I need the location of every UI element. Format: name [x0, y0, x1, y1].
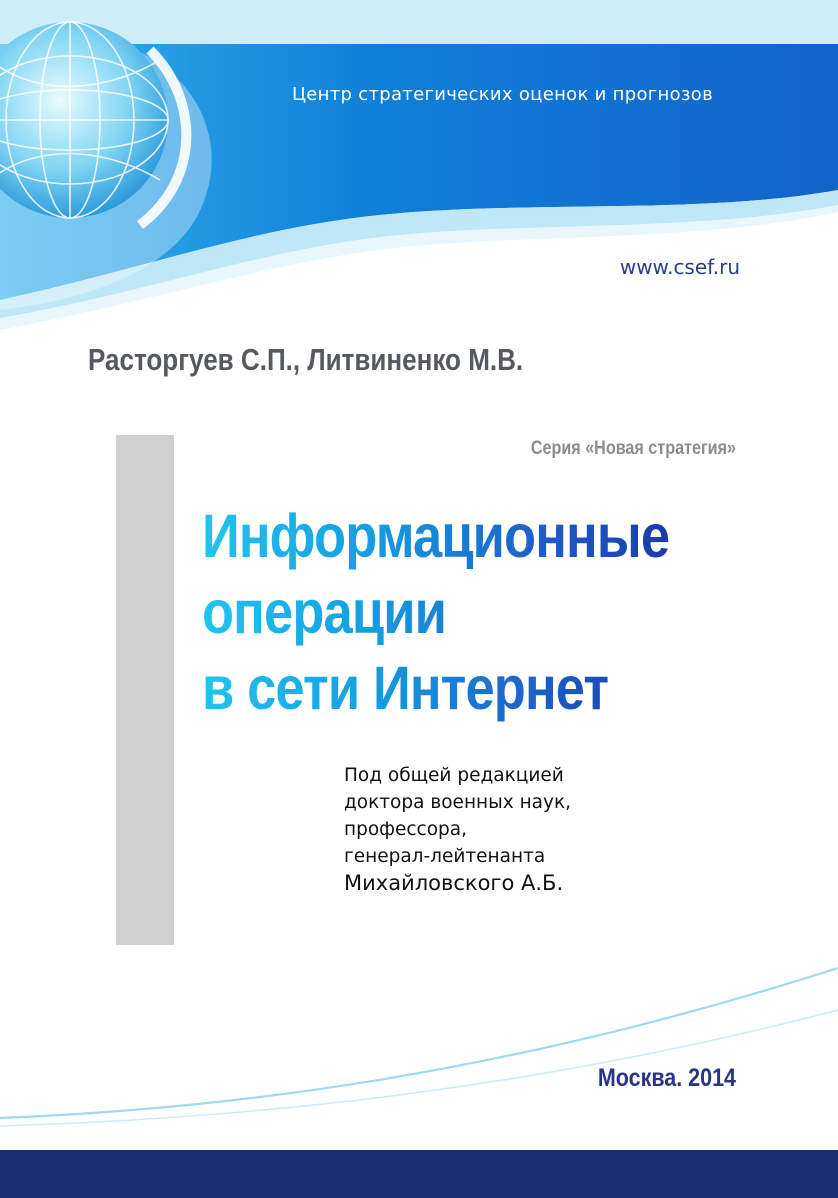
book-title	[202, 498, 684, 726]
grey-side-bar	[116, 435, 174, 945]
editor-credit	[344, 762, 674, 897]
title-line: в сети Интернет	[202, 650, 684, 726]
editor-line: профессора,	[344, 819, 467, 840]
website-url: www.csef.ru	[619, 255, 740, 279]
series-name: Серия «Новая стратегия»	[530, 438, 736, 459]
title-line: Информационные	[202, 498, 684, 574]
editor-line: доктора военных наук,	[344, 792, 572, 813]
header-wave-banner	[0, 0, 838, 340]
organization-name: Центр стратегических оценок и прогнозов	[292, 84, 714, 105]
bottom-decorative-curves	[0, 940, 838, 1140]
editor-line: Под общей редакцией	[344, 765, 564, 786]
editor-line: генерал-лейтенанта	[344, 846, 546, 867]
editor-name: Михайловского А.Б.	[344, 871, 564, 895]
city-year: Москва. 2014	[597, 1064, 736, 1092]
authors: Расторгуев С.П., Литвиненко М.В.	[88, 342, 524, 377]
footer-band	[0, 1150, 838, 1198]
title-line: операции	[202, 574, 684, 650]
